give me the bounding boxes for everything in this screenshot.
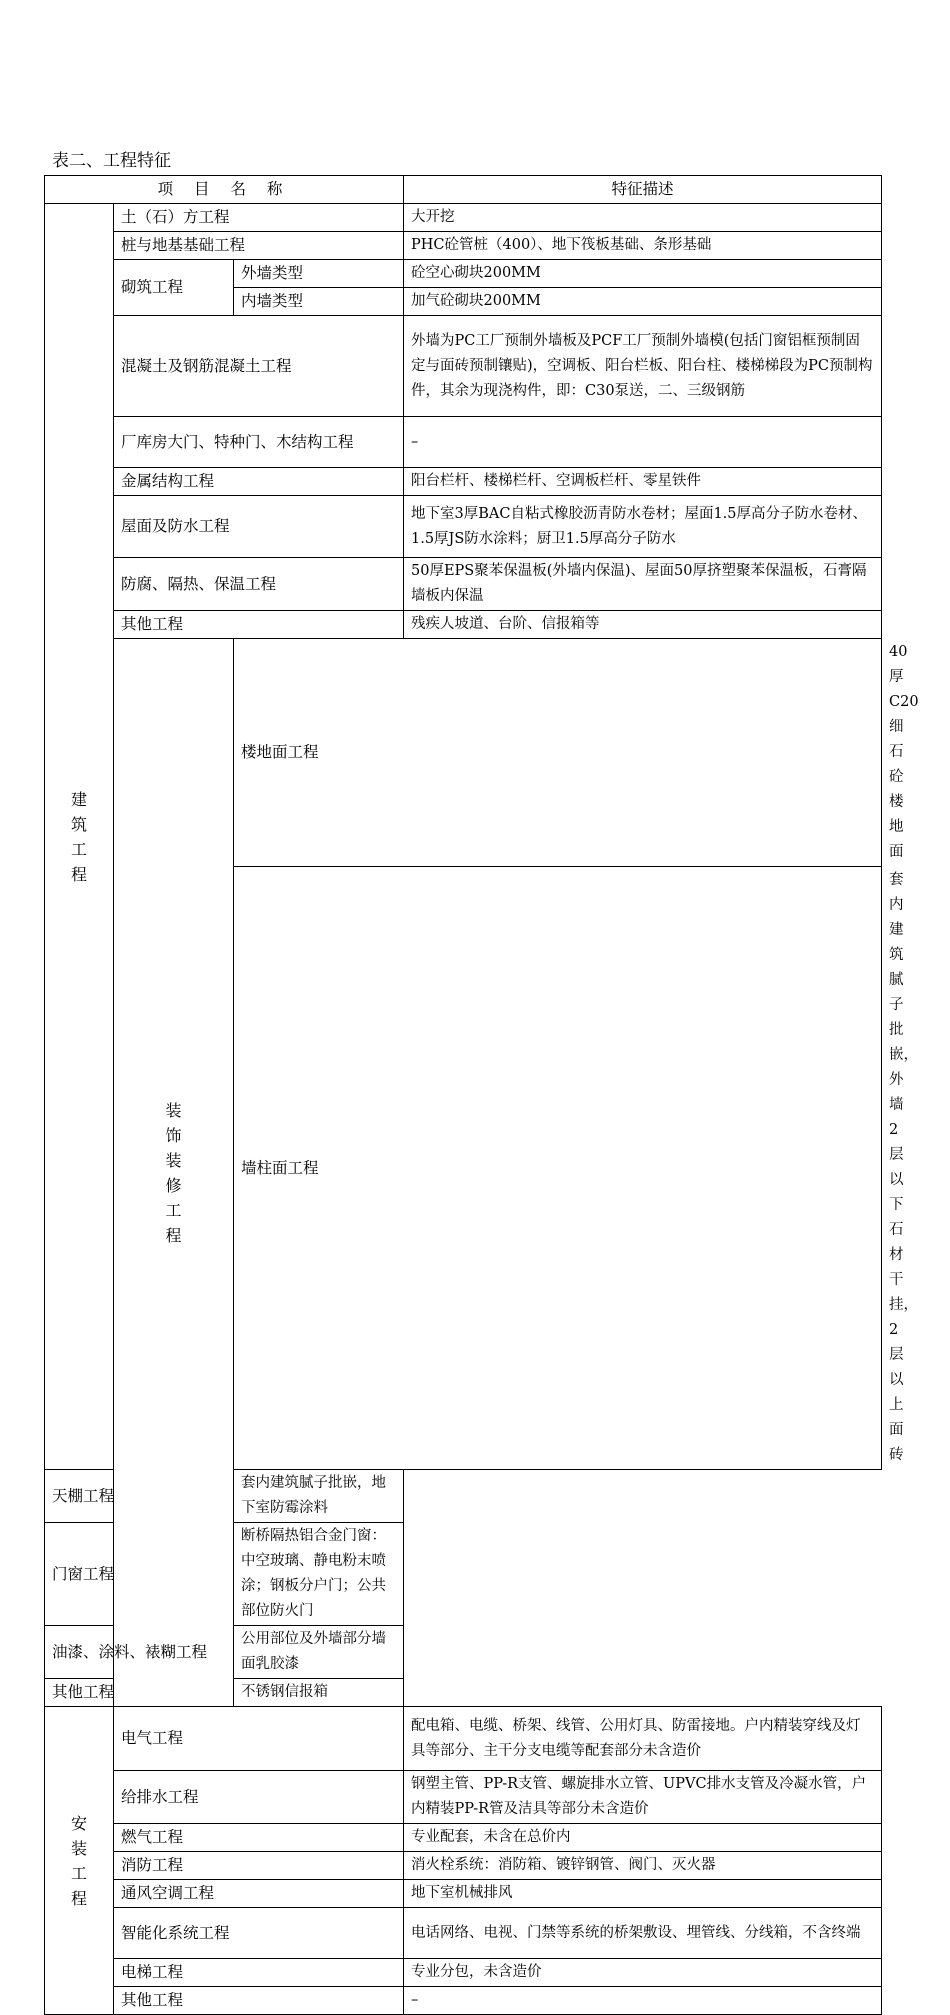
table-row	[45, 1771, 882, 1824]
table-row	[45, 1679, 882, 1707]
table-header-row	[45, 176, 882, 204]
row-name: 土（石）方工程	[114, 204, 404, 232]
row-description: 专业分包，未含造价	[404, 1959, 882, 1987]
table-row	[45, 1824, 882, 1852]
row-description: 公用部位及外墙部分墙面乳胶漆	[234, 1626, 404, 1679]
row-description: 地下室机械排风	[404, 1880, 882, 1908]
table-row	[45, 1523, 882, 1626]
table-caption: 表二、工程特征	[52, 151, 171, 171]
row-description: 专业配套，未含在总价内	[404, 1824, 882, 1852]
row-name: 屋面及防水工程	[114, 496, 404, 558]
table-row	[45, 204, 882, 232]
row-description: 不锈钢信报箱	[234, 1679, 404, 1707]
row-description: 钢塑主管、PP-R支管、螺旋排水立管、UPVC排水支管及冷凝水管，户内精装PP-R管及洁具等部分未含造价	[404, 1771, 882, 1824]
row-name: 智能化系统工程	[114, 1908, 404, 1959]
table-row	[45, 1987, 882, 2015]
row-name: 金属结构工程	[114, 468, 404, 496]
table-row	[45, 1880, 882, 1908]
row-description: –	[404, 1987, 882, 2015]
table-row	[45, 558, 882, 611]
row-name: 砌筑工程	[114, 260, 234, 316]
row-description: 砼空心砌块200MM	[404, 260, 882, 288]
row-description: PHC砼管桩（400）、地下筏板基础、条形基础	[404, 232, 882, 260]
table-row	[45, 1959, 882, 1987]
row-description: 残疾人坡道、台阶、信报箱等	[404, 611, 882, 639]
row-name: 其他工程	[114, 611, 404, 639]
row-name: 电梯工程	[114, 1959, 404, 1987]
table-row	[45, 1626, 882, 1679]
row-subname: 外墙类型	[234, 260, 404, 288]
row-name: 电气工程	[114, 1707, 404, 1771]
row-name: 墙柱面工程	[234, 867, 882, 1470]
row-description: 50厚EPS聚苯保温板(外墙内保温)、屋面50厚挤塑聚苯保温板，石膏隔墙板内保温	[404, 558, 882, 611]
table-row	[45, 1852, 882, 1880]
row-description: 地下室3厚BAC自粘式橡胶沥青防水卷材；屋面1.5厚高分子防水卷材、1.5厚JS防水涂料；厨卫1.5厚高分子防水	[404, 496, 882, 558]
row-description: 断桥隔热铝合金门窗：中空玻璃、静电粉末喷涂；钢板分户门；公共部位防火门	[234, 1523, 404, 1626]
row-description: 阳台栏杆、楼梯栏杆、空调板栏杆、零星铁件	[404, 468, 882, 496]
row-name: 消防工程	[114, 1852, 404, 1880]
table-row	[45, 1707, 882, 1771]
row-name: 其他工程	[114, 1987, 404, 2015]
table-row: 装饰装修工程 楼地面工程 40厚C20细石砼楼地面	[45, 639, 882, 867]
row-name: 楼地面工程	[234, 639, 882, 867]
table-row	[45, 1908, 882, 1959]
category-installation: 安装工程	[45, 1707, 114, 2015]
row-name: 桩与地基基础工程	[114, 232, 404, 260]
header-feature-description: 特征描述	[404, 176, 882, 204]
table-row	[45, 496, 882, 558]
table-row	[45, 232, 882, 260]
row-name: 通风空调工程	[114, 1880, 404, 1908]
table-row	[45, 316, 882, 417]
table-row	[45, 260, 882, 288]
header-item-name: 项 目 名 称	[45, 176, 404, 204]
row-subname: 内墙类型	[234, 288, 404, 316]
engineering-features-table	[44, 175, 919, 2015]
row-description: 大开挖	[404, 204, 882, 232]
row-name: 厂库房大门、特种门、木结构工程	[114, 417, 404, 468]
table-row	[45, 611, 882, 639]
row-name: 天棚工程	[45, 1470, 234, 1523]
row-description: 配电箱、电缆、桥架、线管、公用灯具、防雷接地。户内精装穿线及灯具等部分、主干分支电缆等配套部分未含造价	[404, 1707, 882, 1771]
table-row: 墙柱面工程 套内建筑腻子批嵌，外墙2层以下石材干挂，2层以上面砖	[45, 867, 882, 1470]
category-building: 建筑工程	[45, 204, 114, 1470]
row-description: 加气砼砌块200MM	[404, 288, 882, 316]
row-name: 燃气工程	[114, 1824, 404, 1852]
row-name: 防腐、隔热、保温工程	[114, 558, 404, 611]
row-name: 其他工程	[45, 1679, 234, 1707]
table-row	[45, 417, 882, 468]
category-decoration: 装饰装修工程	[114, 639, 234, 1707]
row-description: –	[404, 417, 882, 468]
row-description: 电话网络、电视、门禁等系统的桥架敷设、埋管线、分线箱，不含终端	[404, 1908, 882, 1959]
row-name: 混凝土及钢筋混凝土工程	[114, 316, 404, 417]
row-description: 消火栓系统：消防箱、镀锌钢管、阀门、灭火器	[404, 1852, 882, 1880]
table-row	[45, 468, 882, 496]
row-name: 给排水工程	[114, 1771, 404, 1824]
row-description: 套内建筑腻子批嵌，地下室防霉涂料	[234, 1470, 404, 1523]
table-row	[45, 1470, 882, 1523]
row-name: 油漆、涂料、裱糊工程	[45, 1626, 234, 1679]
row-name: 门窗工程	[45, 1523, 234, 1626]
row-description: 外墙为PC工厂预制外墙板及PCF工厂预制外墙模(包括门窗铝框预制固定与面砖预制镶贴)，空调板、阳台栏板、阳台柱、楼梯梯段为PC预制构件，其余为现浇构件，即：C30泵送，二、三级钢筋	[404, 316, 882, 417]
